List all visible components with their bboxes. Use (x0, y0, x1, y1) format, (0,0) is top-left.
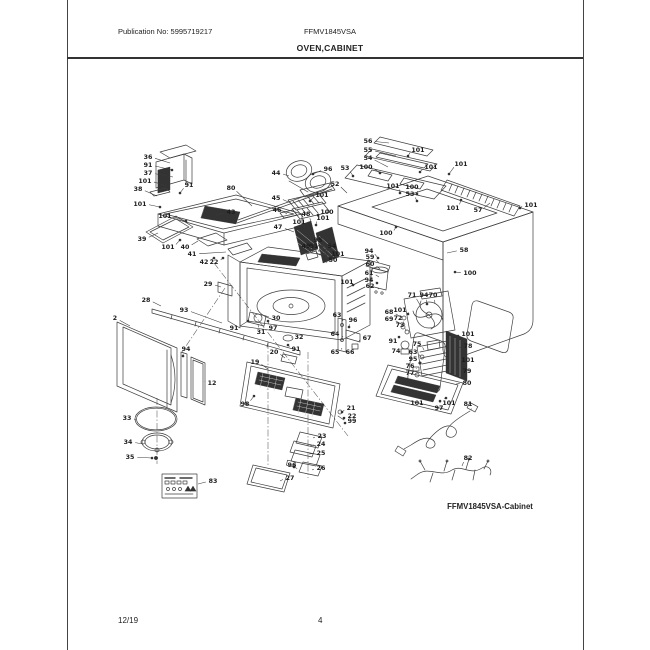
fastener-dot (457, 360, 460, 363)
part-callout: 101 (454, 161, 468, 169)
part-callout: 82 (463, 455, 473, 463)
part-callout: 77 (405, 370, 415, 378)
fastener-dot (159, 206, 162, 209)
part-callout: 101 (393, 307, 407, 315)
part-callout: 45 (271, 195, 281, 203)
fastener-dot (247, 320, 250, 323)
fastener-dot (352, 175, 355, 178)
part-callout: 36 (143, 154, 153, 162)
part-callout: 101 (158, 213, 172, 221)
callout-leader (456, 383, 460, 384)
fastener-dot (343, 417, 346, 420)
callout-leader (377, 266, 380, 269)
fastener-dot (457, 335, 460, 338)
part-callout: 24 (316, 441, 326, 449)
part-callout: 46 (272, 207, 282, 215)
fastener-dot (422, 396, 425, 399)
part-callout: 101 (442, 400, 456, 408)
part-callout: 19 (250, 359, 260, 367)
part-callout: 79 (462, 368, 472, 376)
part-callout: 43 (226, 209, 236, 217)
part-callout: 95 (408, 356, 418, 364)
small-brackets (197, 233, 252, 255)
wire-harness (411, 458, 491, 482)
part-callout: 73 (395, 322, 405, 330)
part-callout: 97 (434, 405, 444, 413)
fastener-dot (416, 200, 419, 203)
fastener-dot (321, 246, 324, 249)
part-callout: 101 (161, 244, 175, 252)
part-callout: 51 (309, 243, 319, 251)
fastener-dot (185, 220, 188, 223)
part-callout: 64 (330, 331, 340, 339)
part-callout: 59 (365, 254, 375, 262)
callout-leader (416, 368, 417, 369)
callout-leader (241, 321, 248, 326)
part-callout: 54 (327, 243, 337, 251)
fastener-dot (341, 411, 344, 414)
part-callout: 91 (184, 182, 194, 190)
part-callout: 101 (331, 251, 345, 259)
footer-page-number: 4 (318, 616, 323, 625)
part-callout: 21 (346, 405, 356, 413)
callout-leader (313, 437, 315, 438)
callout-leader (375, 141, 389, 143)
part-callout: 81 (463, 401, 473, 409)
part-callout: 29 (203, 281, 213, 289)
fastener-dot (407, 155, 410, 158)
fastener-dot (445, 397, 448, 400)
callout-leader (283, 174, 289, 176)
part-callout: 83 (208, 478, 218, 486)
part-callout: 26 (316, 465, 326, 473)
callout-leader (192, 241, 198, 245)
part-callout: 100 (379, 230, 393, 238)
part-callout: 96 (323, 166, 333, 174)
model-number: FFMV1845VSA (303, 27, 357, 36)
fastener-dot (312, 173, 315, 176)
fastener-dot (222, 257, 225, 260)
part-callout: 101 (461, 357, 475, 365)
part-callout: 94 (364, 277, 374, 285)
part-callout: 94 (181, 346, 191, 354)
part-callout: 37 (143, 170, 153, 178)
fastener-dot (171, 169, 174, 172)
part-callout: 27 (285, 475, 295, 483)
part-callout: 80 (462, 380, 472, 388)
part-callout: 28 (141, 297, 151, 305)
turntable-parts (135, 407, 177, 460)
part-callout: 93 (179, 307, 189, 315)
part-callout: 78 (463, 343, 473, 351)
part-callout: 91 (291, 346, 301, 354)
fastener-dot (377, 257, 380, 260)
callout-leader (280, 479, 283, 481)
part-callout: 96 (348, 317, 358, 325)
fastener-dot (399, 192, 402, 195)
part-callout: 76 (405, 363, 415, 371)
blower-motor (284, 157, 335, 200)
oven-cavity (218, 247, 370, 341)
part-callout: 22 (347, 413, 357, 421)
fastener-dot (267, 320, 270, 323)
part-callout: 63 (408, 349, 418, 357)
callout-leader (341, 348, 342, 350)
part-callout: 100 (405, 184, 419, 192)
fastener-dot (460, 199, 463, 202)
part-callout: 33 (122, 415, 132, 423)
part-callout: 23 (317, 433, 327, 441)
part-callout: 20 (269, 349, 279, 357)
part-callout: 70 (428, 292, 438, 300)
part-callout: 100 (359, 164, 373, 172)
fastener-dot (182, 355, 185, 358)
part-callout: 101 (386, 183, 400, 191)
fastener-dot (519, 207, 522, 210)
fastener-dot (315, 224, 318, 227)
part-callout: 101 (411, 147, 425, 155)
fastener-dot (167, 185, 170, 188)
part-callout: 96 (287, 462, 297, 470)
part-callout: 101 (524, 202, 538, 210)
part-callout: 53 (405, 191, 415, 199)
callout-leader (423, 347, 424, 350)
fastener-dot (287, 344, 290, 347)
callout-leader (137, 457, 152, 458)
part-callout: 91 (229, 325, 239, 333)
base-sheets (247, 432, 322, 492)
callout-leader (447, 251, 457, 253)
fastener-dot (416, 193, 419, 196)
publication-number: Publication No: 5995719217 (118, 27, 213, 36)
part-callout: 91 (143, 162, 153, 170)
part-callout: 57 (473, 207, 483, 215)
part-callout: 71 (407, 292, 417, 300)
part-callout: 44 (271, 170, 281, 178)
fastener-dot (398, 336, 401, 339)
part-callout: 58 (459, 247, 469, 255)
part-callout: 22 (209, 259, 219, 267)
fastener-dot (407, 313, 410, 316)
part-callout: 61 (364, 270, 374, 278)
part-callout: 97 (268, 325, 278, 333)
part-callout: 35 (125, 454, 135, 462)
callout-leader (341, 187, 347, 193)
part-callout: 74 (391, 348, 401, 356)
shelf-bracket (158, 195, 302, 245)
part-callout: 91 (388, 338, 398, 346)
part-callout: 69 (384, 316, 394, 324)
callout-leader (326, 262, 327, 263)
part-callout: 100 (463, 270, 477, 278)
part-callout: 94 (419, 292, 429, 300)
part-callout: 67 (362, 335, 372, 343)
part-callout: 56 (363, 138, 373, 146)
fastener-dot (253, 395, 256, 398)
callout-leader (153, 302, 161, 306)
callout-leader (376, 275, 379, 277)
part-callout: 55 (363, 147, 373, 155)
part-callout: 94 (364, 248, 374, 256)
footer-date: 12/19 (118, 616, 139, 625)
part-callout: 49 (301, 243, 311, 251)
part-callout: 101 (133, 201, 147, 209)
part-callout: 53 (340, 165, 350, 173)
part-callout: 68 (384, 309, 394, 317)
part-callout: 25 (316, 450, 326, 458)
part-callout: 39 (137, 236, 147, 244)
part-callout: 100 (320, 209, 334, 217)
part-callout: 101 (446, 205, 460, 213)
part-callout: 48 (301, 211, 311, 219)
part-callout: 34 (123, 439, 133, 447)
fastener-dot (179, 192, 182, 195)
part-callout: 41 (187, 251, 197, 259)
callout-leader (462, 462, 464, 466)
part-callout: 99 (347, 418, 357, 426)
part-callout: 101 (340, 279, 354, 287)
callout-leader (198, 482, 206, 484)
part-callout: 101 (292, 219, 306, 227)
part-callout: 101 (138, 178, 152, 186)
callout-leader (313, 171, 321, 174)
callout-leader (155, 158, 170, 163)
door-side-panels (181, 352, 205, 405)
part-callout: 38 (133, 186, 143, 194)
part-callout: 32 (294, 334, 304, 342)
part-callout: 40 (180, 244, 190, 252)
fastener-dot (309, 200, 312, 203)
part-callout: 47 (273, 224, 283, 232)
part-callout: 60 (365, 261, 375, 269)
part-callout: 95 (313, 237, 323, 245)
callout-leader (149, 205, 160, 207)
part-callout: 54 (363, 155, 373, 163)
part-callout: 80 (226, 185, 236, 193)
fastener-dot (376, 282, 379, 285)
part-callout: 42 (199, 259, 209, 267)
fastener-dot (303, 227, 306, 230)
fastener-dot (419, 171, 422, 174)
part-callout: 66 (345, 349, 355, 357)
fastener-dot (448, 173, 451, 176)
fastener-dot (344, 422, 347, 425)
part-callout: 101 (316, 215, 330, 223)
fastener-dot (439, 400, 442, 403)
diagram-caption: FFMV1845VSA-Cabinet (447, 502, 533, 511)
fastener-dot (179, 239, 182, 242)
fastener-dot (348, 326, 351, 329)
part-callout: 62 (365, 283, 375, 291)
fastener-dot (419, 362, 422, 365)
info-label (162, 474, 197, 498)
callout-leader (312, 469, 314, 470)
part-callout: 12 (207, 380, 217, 388)
part-callout: 31 (256, 329, 266, 337)
part-callout: 101 (461, 331, 475, 339)
part-callout: 72 (393, 315, 403, 323)
fastener-dot (426, 303, 429, 306)
part-callout: 52 (330, 181, 340, 189)
page-title: OVEN,CABINET (296, 43, 364, 53)
fastener-dot (395, 226, 398, 229)
part-callout: 98 (240, 401, 250, 409)
part-callout: 65 (330, 349, 340, 357)
callout-leader (417, 299, 420, 305)
fastener-dot (379, 172, 382, 175)
part-callout: 75 (412, 341, 422, 349)
part-callout: 101 (315, 192, 329, 200)
part-callout: 2 (112, 315, 118, 323)
part-callout: 101 (424, 164, 438, 172)
part-callout: 30 (271, 315, 281, 323)
callout-leader (199, 252, 226, 254)
door-assembly (117, 322, 177, 412)
fastener-dot (454, 271, 457, 274)
part-callout: 101 (410, 400, 424, 408)
fastener-dot (151, 457, 154, 460)
part-callout: 50 (328, 257, 338, 265)
part-callout: 63 (332, 312, 342, 320)
